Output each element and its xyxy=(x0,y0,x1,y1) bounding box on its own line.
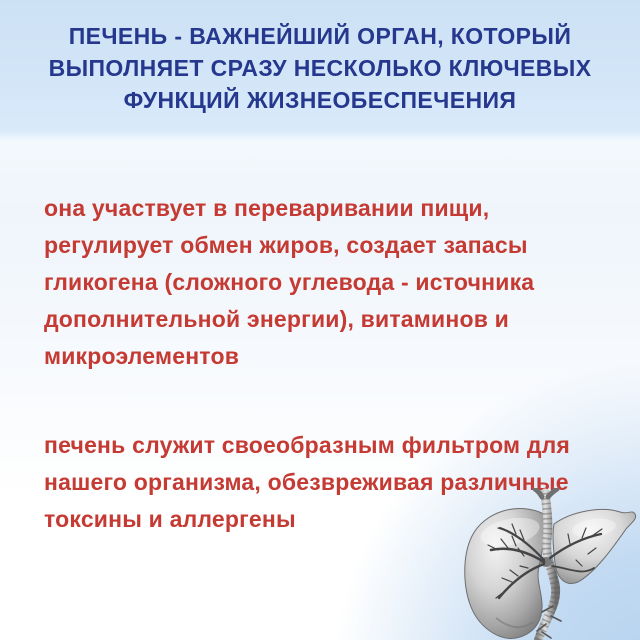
title-line-2: ВЫПОЛНЯЕТ СРАЗУ НЕСКОЛЬКО КЛЮЧЕВЫХ xyxy=(48,55,592,81)
liver-illustration-icon xyxy=(458,488,640,640)
title-line-1: ПЕЧЕНЬ - ВАЖНЕЙШИЙ ОРГАН, КОТОРЫЙ xyxy=(68,23,572,49)
paragraph-line: нашего организма, обезвреживая различные xyxy=(44,469,569,495)
paragraph-line: микроэлементов xyxy=(44,343,240,369)
paragraph-line: регулирует обмен жиров, создает запасы xyxy=(44,232,528,258)
paragraph-line: токсины и аллергены xyxy=(44,506,296,532)
paragraph-digestion xyxy=(44,190,610,375)
paragraph-line: она участвует в переваривании пищи, xyxy=(44,195,490,221)
title-line-3: ФУНКЦИЙ ЖИЗНЕОБЕСПЕЧЕНИЯ xyxy=(123,87,517,113)
paragraph-line: печень служит своеобразным фильтром для xyxy=(44,432,571,458)
paragraph-line: дополнительной энергии), витаминов и xyxy=(44,306,509,332)
title-block xyxy=(0,20,640,116)
paragraph-line: гликогена (сложного углевода - источника xyxy=(44,269,535,295)
